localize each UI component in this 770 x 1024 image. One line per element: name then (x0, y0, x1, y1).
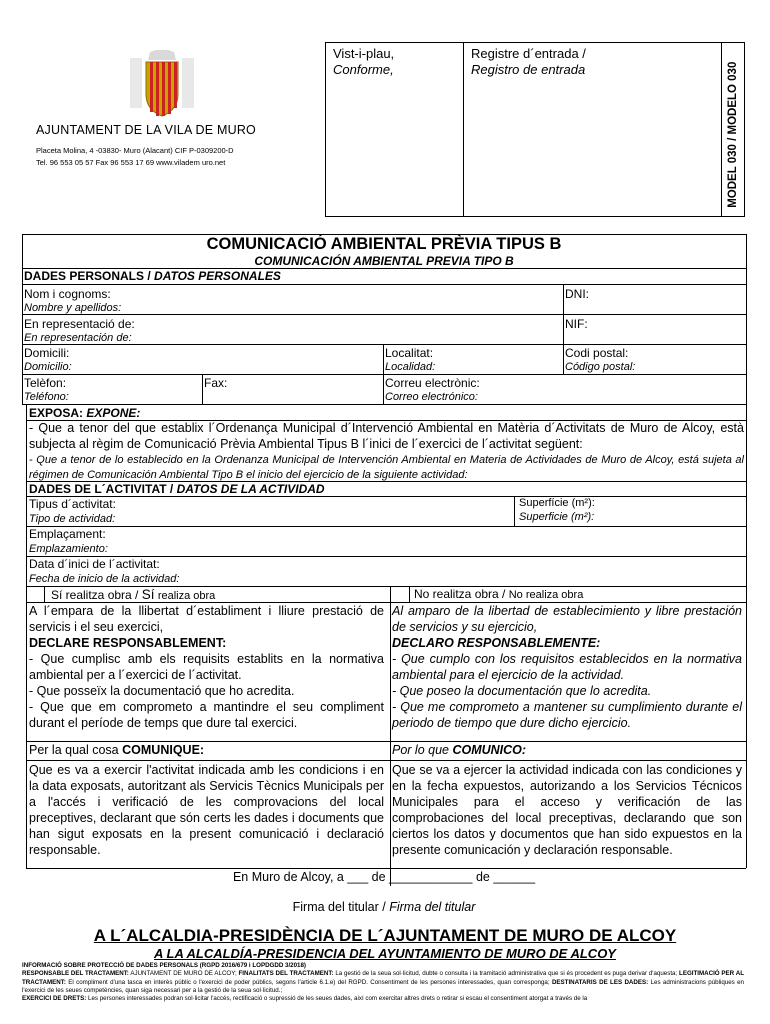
address-label-ca: Domicili: (24, 346, 70, 360)
address-label-es: Domicilio: (24, 361, 72, 373)
communication-form (22, 234, 746, 914)
registry-header-box (325, 42, 745, 217)
holder-signature-label: Firma del titular / Firma del titular (292, 900, 476, 914)
place-date-line: En Muro de Alcoy, a ___ de ____________ de ______ (232, 870, 536, 884)
email-label-es: Correo electrónico: (385, 391, 478, 403)
phone-label-es: Teléfono: (24, 391, 69, 403)
name-label-es: Nombre y apellidos: (24, 302, 122, 314)
organisation-phone: Tel. 96 553 05 57 Fax 96 553 17 69 www.viladem uro.net (36, 158, 226, 167)
surface-label-ca: Superfície (m²): (519, 497, 595, 509)
addressee-ca: A L´ALCALDIA-PRESIDÈNCIA DE L´AJUNTAMENT DE MURO DE ALCOY (93, 926, 677, 945)
start-date-label-ca: Data d´inici de l´activitat: (29, 557, 160, 571)
declaration-ca: A l´empara de la llibertat d´establiment i lliure prestació de servicis i el seu exercici, DECLARE RESPONSABLEMENT: - Que cumplisc amb els requisits establits en la normativa ambiental per a l´exercici de l´activitat. - Que posseïx la documentació que ho acredita. - Que que em comprometo a mantindre el seu compliment durant el període de temps que dure tal exercici. (29, 604, 384, 730)
location-label-ca: Emplaçament: (29, 527, 106, 541)
registry-label-ca: Registre d´entrada / (471, 46, 586, 61)
expose-text-es: - Que a tenor de lo establecido en la Ordenanza Municipal de Intervención Ambiental en Materia de Actividades de Muro de Alcoy, está sujeta al régimen de Comunicación Ambiental Tipo B el inicio del ejercicio de la siguiente actividad: (29, 454, 744, 481)
works-no-option[interactable]: No realitza obra / No realiza obra (414, 587, 584, 601)
surface-label-es: Superficie (m²): (519, 511, 595, 523)
registry-label-es: Registro de entrada (471, 61, 586, 77)
communicate-text-es: Que se va a ejercer la actividad indicada con las condiciones y en la fecha expuestos, autorizando a los Servicios Técnicos Municipales para el acceso y verificación de las comprobaciones del local preceptivas, declarando que son ciertos los datos y documentos que han sido expuestos en la presente comunicación y declaración responsable. (392, 763, 742, 857)
representation-label-es: En representación de: (24, 332, 132, 344)
expose-text-ca: - Que a tenor del que establix l´Ordenança Municipal d´Intervenció Ambiental en Matèria d´Activitats de Muro de Alcoy, està subjecta al règim de Comunicació Prèvia Ambiental Tipus B l´inici de l´exercici de l´activitat següent: (29, 421, 744, 451)
nif-label: NIF: (565, 317, 588, 331)
form-title-es: COMUNICACIÓN AMBIENTAL PREVIA TIPO B (254, 254, 514, 268)
activity-type-label-ca: Tipus d´activitat: (29, 497, 116, 511)
model-cell (722, 43, 746, 216)
dni-label: DNI: (565, 287, 589, 301)
addressee-es: A LA ALCALDÍA-PRESIDENCIA DEL AYUNTAMIENTO DE MURO DE ALCOY (154, 946, 616, 961)
communicate-heading-ca: Per la qual cosa COMUNIQUE: (29, 743, 205, 757)
locality-label-ca: Localitat: (385, 346, 434, 360)
registry-entry-cell (464, 43, 722, 216)
approval-label-ca: Vist-i-plau, (333, 46, 395, 61)
organisation-name: AJUNTAMENT DE LA VILA DE MURO (36, 123, 256, 137)
model-number: MODEL 030 / MODELO 030 (727, 61, 740, 208)
representation-label-ca: En representació de: (24, 317, 135, 331)
name-label-ca: Nom i cognoms: (24, 287, 111, 301)
expose-heading: EXPOSA: EXPONE: (29, 406, 141, 420)
email-label-ca: Correu electrònic: (385, 376, 480, 390)
location-label-es: Emplazamiento: (29, 543, 108, 555)
data-protection-notice: INFORMACIÓ SOBRE PROTECCIÓ DE DADES PERSONALS (RGPD 2016/679 i LOPDGDD 3/2018) RESPONSABLE DEL TRACTAMENT: AJUNTAMENT DE MURO DE ALCOY; FINALITATS DEL TRACTAMENT: La gestió de la seua sol·licitud, dubte o consulta i la tramitació administrativa que si és procedent es puga derivar d'aquesta; LEGITIMACIÓ PER AL TRACTAMENT: El compliment d'una tasca en interès públic o l'exercici de poder públics, segons l'article 6.1.e) del RGPD. Consentiment de les persones interessades, quan corresponga; DESTINATARIS DE LES DADES: Les administracions públiques en l'exercici de les seues competències, quan siga necessari per a la gestió de la seua sol·licitud.; EXERCICI DE DRETS: Les persones interessades podran sol·licitar l'accés, rectificació o supressió de les seues dades, així com exercitar altres drets o retirar si escau el consentiment atorgat a través de la (22, 962, 744, 1003)
start-date-label-es: Fecha de inicio de la actividad: (29, 573, 180, 585)
postal-code-label-ca: Codi postal: (565, 346, 629, 360)
works-yes-option[interactable]: Sí realitza obra / Sí realiza obra (51, 587, 216, 602)
approval-cell (326, 43, 464, 216)
locality-label-es: Localidad: (385, 361, 436, 373)
declaration-es: Al amparo de la libertad de establecimiento y libre prestación de servicios y su ejercicio, DECLARO RESPONSABLEMENTE: - Que cumplo con los requisitos establecidos en la normativa ambiental para el ejercicio de la actividad. - Que poseo la documentación que lo acredita. - Que me comprometo a mantener su cumplimiento durante el periodo de tiempo que dure dicho ejercicio. (392, 604, 742, 730)
personal-data-heading: DADES PERSONALS / DATOS PERSONALES (24, 269, 281, 283)
phone-label-ca: Telèfon: (24, 376, 67, 390)
communicate-text-ca: Que es va a exercir l'activitat indicada amb les condicions i en la data exposats, autoritzant als Servicis Tècnics Municipals per a l'accés i verificació de les comprovacions del local preceptives, declarant que són certs les dades i documents que han sigut exposats en la present comunicació i declaració responsable. (29, 763, 384, 857)
postal-code-label-es: Código postal: (565, 361, 636, 373)
organisation-address: Placeta Molina, 4 -03830- Muro (Alacant) CIF P-0309200-D (36, 146, 234, 155)
municipal-coat-of-arms (130, 50, 194, 120)
fax-label: Fax: (204, 376, 228, 390)
activity-type-label-es: Tipo de actividad: (29, 513, 116, 525)
approval-label-es: Conforme, (333, 61, 394, 77)
form-title-ca: COMUNICACIÓ AMBIENTAL PRÈVIA TIPUS B (206, 235, 562, 253)
activity-data-heading: DADES DE L´ACTIVITAT / DATOS DE LA ACTIVIDAD (29, 482, 325, 496)
communicate-heading-es: Por lo que COMUNICO: (392, 743, 527, 757)
